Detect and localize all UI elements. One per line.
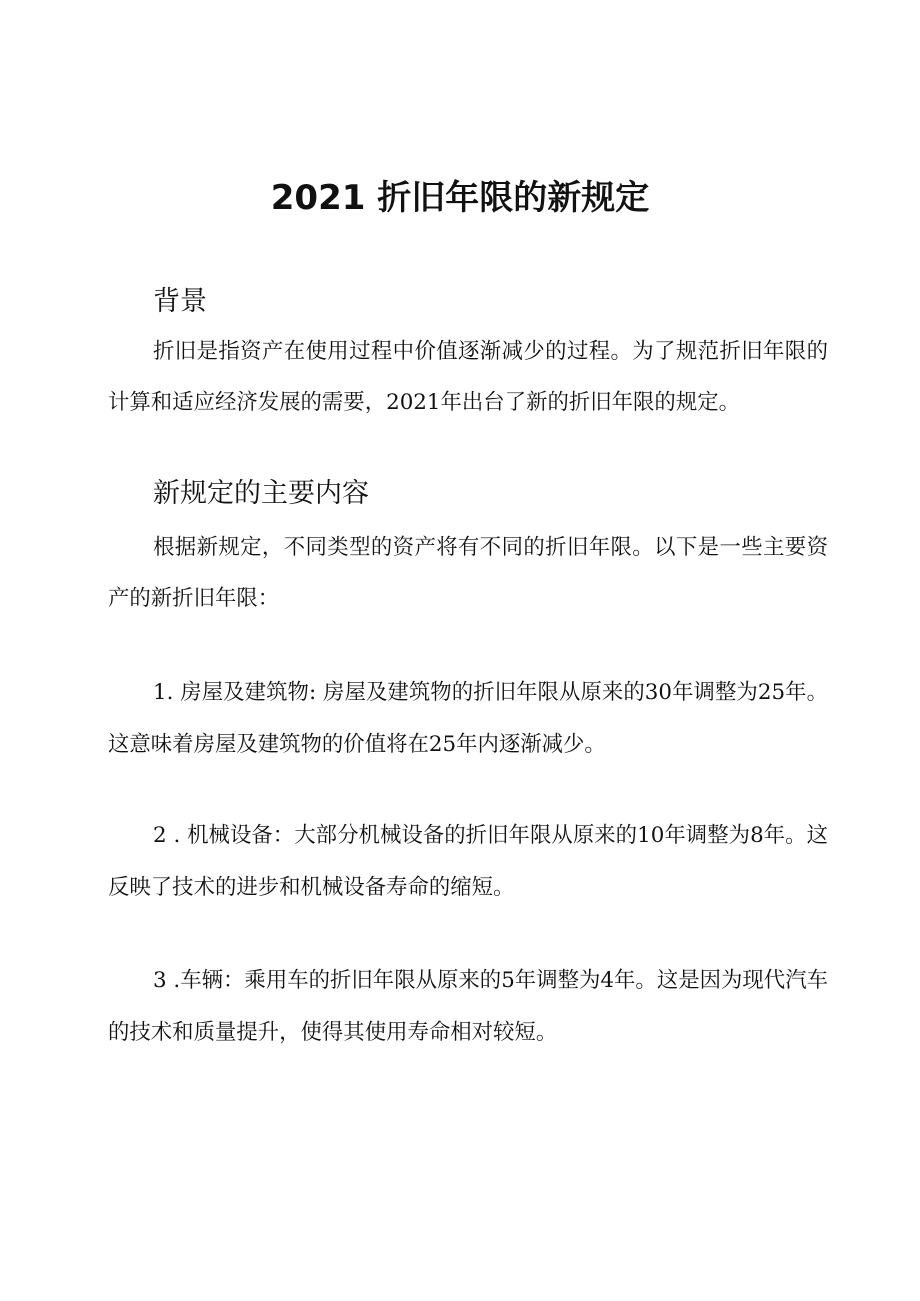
section-heading-main-content: 新规定的主要内容 <box>153 478 369 509</box>
page-title: 2021 折旧年限的新规定 <box>270 178 650 218</box>
section-heading-background: 背景 <box>153 286 207 317</box>
list-item-buildings: 1. 房屋及建筑物: 房屋及建筑物的折旧年限从原来的30年调整为25年。这意味着房屋及建筑物的价值将在25年内逐渐减少。 <box>108 680 828 757</box>
section-paragraph-background: 折旧是指资产在使用过程中价值逐渐减少的过程。为了规范折旧年限的计算和适应经济发展的需要，2021年出台了新的折旧年限的规定。 <box>108 339 828 415</box>
section-paragraph-main-content: 根据新规定，不同类型的资产将有不同的折旧年限。以下是一些主要资产的新折旧年限： <box>108 535 828 611</box>
list-item-machinery: 2 . 机械设备：大部分机械设备的折旧年限从原来的10年调整为8年。这反映了技术的进步和机械设备寿命的缩短。 <box>108 823 828 900</box>
list-item-vehicles: 3 .车辆：乘用车的折旧年限从原来的5年调整为4年。这是因为现代汽车的技术和质量提升，使得其使用寿命相对较短。 <box>108 968 828 1045</box>
